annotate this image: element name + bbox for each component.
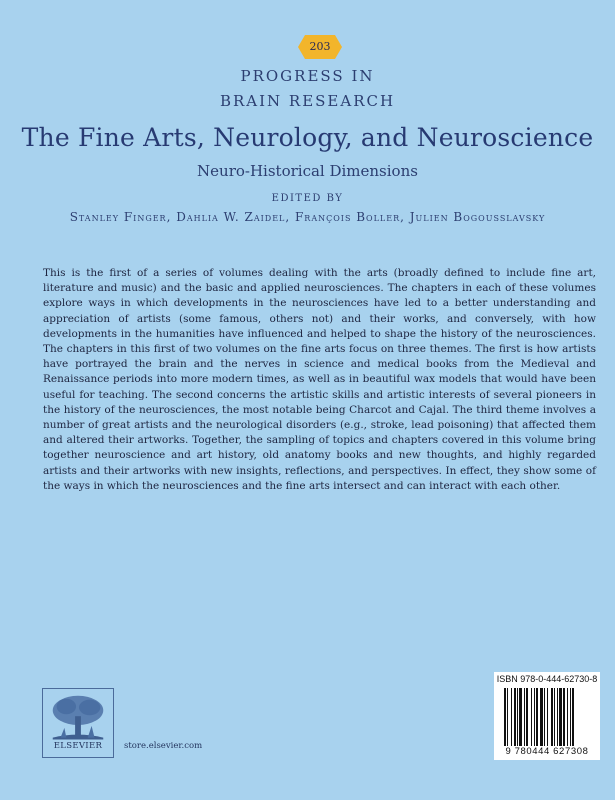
series-title-line1: PROGRESS IN	[240, 67, 375, 85]
book-subtitle: Neuro-Historical Dimensions	[197, 162, 418, 180]
barcode-icon	[504, 688, 594, 746]
store-url: store.elsevier.com	[124, 741, 203, 751]
isbn-label: ISBN 978-0-444-62730-8	[496, 674, 598, 684]
barcode-panel	[494, 672, 600, 760]
volume-badge	[297, 34, 343, 60]
description-paragraph: This is the first of a series of volumes dealing with the arts (broadly defined to include fine art, literature and music) and the basic and applied neurosciences. The chapters in each of these volumes explore ways in which developments in the neurosciences have led to a better understanding and appreciation of artists (some famous, others not) and their works, and conversely, with how developments in the humanities have influenced and helped to shape the history of the neurosciences. The chapters in this first of two volumes on the fine arts focus on three themes. The first is how artists have portrayed the brain and the nerves in science and medical books from the Medieval and Renaissance periods into more modern times, as well as in beautiful wax models that would have been useful for teaching. The second concerns the artistic skills and artistic interests of several pioneers in the history of the neurosciences, the most notable being Charcot and Cajal. The third theme involves a number of great artists and the neurological disorders (e.g., stroke, lead poisoning) that affected them and altered their artworks. Together, the sampling of topics and chapters covered in this volume bring together neuroscience and art history, old anatomy books and new thoughts, and highly regarded artists and their artworks with new insights, reflections, and perspectives. In effect, they show some of the ways in which the neurosciences and the fine arts intersect and can interact with each other.	[43, 267, 596, 492]
publisher-name: ELSEVIER	[53, 741, 103, 751]
ean-digits: 9 780444 627308	[505, 746, 589, 757]
book-title: The Fine Arts, Neurology, and Neuroscience	[21, 123, 594, 152]
volume-number: 203	[309, 40, 331, 53]
editors-list: Stanley Finger, Dahlia W. Zaidel, François Boller, Julien Bogousslavsky	[69, 210, 546, 224]
series-title-line2: BRAIN RESEARCH	[219, 92, 396, 110]
edited-by-label: EDITED BY	[271, 193, 344, 204]
